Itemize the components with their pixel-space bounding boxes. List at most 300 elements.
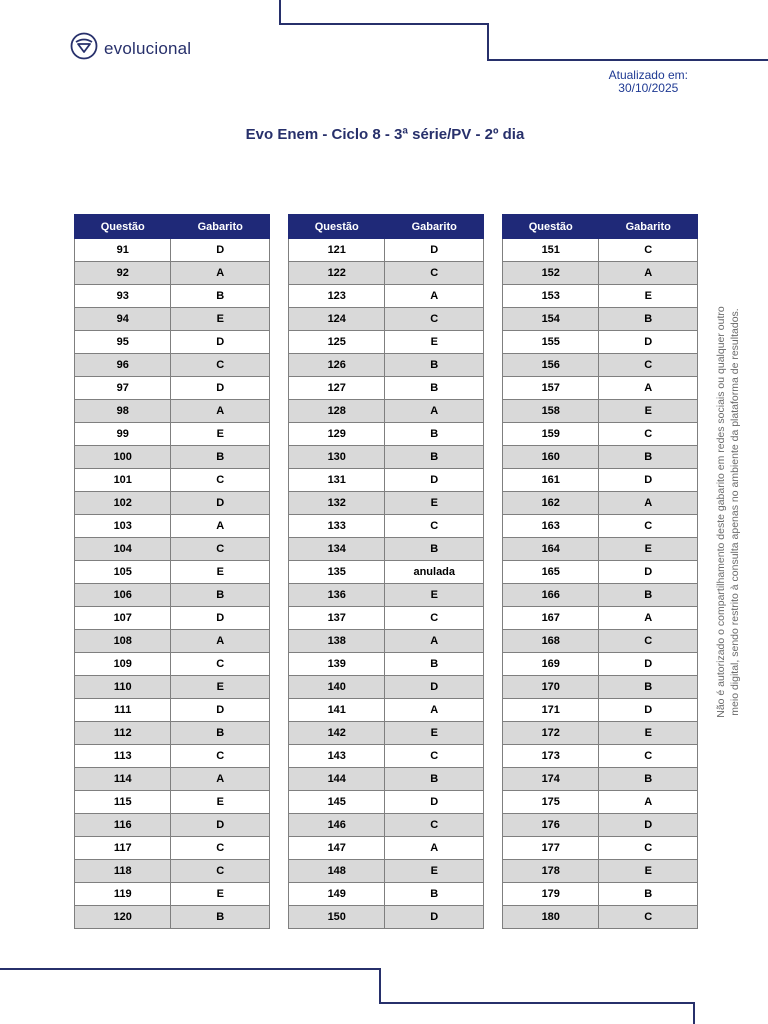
table-row xyxy=(75,676,270,699)
answer-key: C xyxy=(171,469,270,492)
question-number: 154 xyxy=(503,308,599,331)
table-row xyxy=(75,906,270,929)
question-number: 100 xyxy=(75,446,171,469)
table-row xyxy=(75,515,270,538)
table-row xyxy=(75,630,270,653)
question-number: 173 xyxy=(503,745,599,768)
table-row xyxy=(75,377,270,400)
column-header-answer: Gabarito xyxy=(599,215,698,239)
answer-key: C xyxy=(599,354,698,377)
table-header-row xyxy=(75,215,270,239)
table-row xyxy=(75,262,270,285)
table-row xyxy=(289,837,484,860)
answer-key: A xyxy=(171,768,270,791)
answer-key: D xyxy=(599,699,698,722)
table-row xyxy=(503,906,698,929)
answer-key: A xyxy=(599,377,698,400)
answer-key: E xyxy=(171,423,270,446)
question-number: 144 xyxy=(289,768,385,791)
answer-key: A xyxy=(599,262,698,285)
answer-key: D xyxy=(385,469,484,492)
question-number: 96 xyxy=(75,354,171,377)
answer-key: C xyxy=(599,239,698,262)
answer-key: D xyxy=(171,492,270,515)
table-row xyxy=(289,745,484,768)
table-row xyxy=(289,469,484,492)
table-row xyxy=(503,607,698,630)
answer-key: A xyxy=(599,607,698,630)
table-row xyxy=(289,699,484,722)
answer-key: D xyxy=(385,791,484,814)
column-header-answer: Gabarito xyxy=(171,215,270,239)
answer-key: anulada xyxy=(385,561,484,584)
table-row xyxy=(289,791,484,814)
question-number: 143 xyxy=(289,745,385,768)
table-row xyxy=(289,423,484,446)
table-row xyxy=(75,308,270,331)
question-number: 124 xyxy=(289,308,385,331)
answer-key: D xyxy=(171,377,270,400)
answer-key: A xyxy=(599,791,698,814)
table-row xyxy=(289,239,484,262)
question-number: 111 xyxy=(75,699,171,722)
answer-key: E xyxy=(385,584,484,607)
answer-key: B xyxy=(171,584,270,607)
table-header-row xyxy=(503,215,698,239)
question-number: 119 xyxy=(75,883,171,906)
answer-key: B xyxy=(171,285,270,308)
answer-key: C xyxy=(599,745,698,768)
answer-key: E xyxy=(385,860,484,883)
question-number: 158 xyxy=(503,400,599,423)
table-row xyxy=(503,584,698,607)
answer-key: E xyxy=(599,285,698,308)
answer-key: C xyxy=(171,653,270,676)
question-number: 123 xyxy=(289,285,385,308)
table-header-row xyxy=(289,215,484,239)
table-row xyxy=(289,584,484,607)
question-number: 177 xyxy=(503,837,599,860)
question-number: 180 xyxy=(503,906,599,929)
table-row xyxy=(503,653,698,676)
table-row xyxy=(75,354,270,377)
answer-key: E xyxy=(599,538,698,561)
table-row xyxy=(75,860,270,883)
answer-key: B xyxy=(385,538,484,561)
question-number: 166 xyxy=(503,584,599,607)
question-number: 163 xyxy=(503,515,599,538)
frame-line-top-vertical-b xyxy=(487,23,489,61)
question-number: 120 xyxy=(75,906,171,929)
frame-line-bottom-horizontal-a xyxy=(0,968,381,970)
table-row xyxy=(75,883,270,906)
table-row xyxy=(503,446,698,469)
answer-key: C xyxy=(385,262,484,285)
question-number: 141 xyxy=(289,699,385,722)
answer-key: E xyxy=(171,676,270,699)
table-row xyxy=(289,308,484,331)
answer-key: D xyxy=(171,331,270,354)
table-row xyxy=(75,653,270,676)
question-number: 153 xyxy=(503,285,599,308)
answer-key: E xyxy=(171,308,270,331)
answer-key: A xyxy=(171,515,270,538)
table-row xyxy=(289,285,484,308)
question-number: 137 xyxy=(289,607,385,630)
answer-key: D xyxy=(385,906,484,929)
answer-key: E xyxy=(599,722,698,745)
table-row xyxy=(75,699,270,722)
question-number: 110 xyxy=(75,676,171,699)
answer-key: C xyxy=(599,515,698,538)
answer-key: A xyxy=(171,400,270,423)
question-number: 155 xyxy=(503,331,599,354)
table-row xyxy=(503,860,698,883)
answer-key: E xyxy=(171,883,270,906)
answer-key: E xyxy=(599,400,698,423)
table-row xyxy=(289,814,484,837)
table-row xyxy=(503,377,698,400)
table-row xyxy=(503,354,698,377)
table-row xyxy=(75,814,270,837)
question-number: 174 xyxy=(503,768,599,791)
answer-table-2 xyxy=(288,214,484,929)
answer-key: C xyxy=(171,745,270,768)
question-number: 128 xyxy=(289,400,385,423)
table-row xyxy=(503,883,698,906)
brand-name: evolucional xyxy=(104,38,192,58)
table-body xyxy=(289,239,484,929)
question-number: 171 xyxy=(503,699,599,722)
question-number: 94 xyxy=(75,308,171,331)
answer-key: B xyxy=(385,423,484,446)
updated-date: 30/10/2025 xyxy=(618,81,679,95)
table-row xyxy=(75,446,270,469)
answer-key: E xyxy=(385,331,484,354)
answer-key: D xyxy=(599,469,698,492)
disclaimer-line-2: meio digital, sendo restrito à consulta apenas no ambiente da plataforma de resultados. xyxy=(729,308,741,716)
question-number: 98 xyxy=(75,400,171,423)
table-row xyxy=(75,538,270,561)
table-row xyxy=(289,515,484,538)
answer-key: A xyxy=(385,699,484,722)
table-row xyxy=(289,653,484,676)
question-number: 95 xyxy=(75,331,171,354)
table-row xyxy=(503,837,698,860)
frame-line-top-vertical xyxy=(279,0,281,25)
table-row xyxy=(289,561,484,584)
question-number: 131 xyxy=(289,469,385,492)
answer-key: B xyxy=(385,377,484,400)
question-number: 129 xyxy=(289,423,385,446)
answer-key: D xyxy=(599,814,698,837)
table-row xyxy=(289,354,484,377)
column-header-question: Questão xyxy=(289,215,385,239)
answer-key: B xyxy=(385,446,484,469)
answer-key: B xyxy=(599,584,698,607)
frame-line-bottom-horizontal-b xyxy=(379,1002,695,1004)
table-row xyxy=(75,584,270,607)
brand-logo xyxy=(70,32,191,65)
table-row xyxy=(75,285,270,308)
question-number: 117 xyxy=(75,837,171,860)
table-row xyxy=(503,768,698,791)
answer-key: D xyxy=(171,239,270,262)
answer-key: E xyxy=(599,860,698,883)
question-number: 122 xyxy=(289,262,385,285)
question-number: 106 xyxy=(75,584,171,607)
table-row xyxy=(289,607,484,630)
answer-key: C xyxy=(171,538,270,561)
table-row xyxy=(503,814,698,837)
question-number: 130 xyxy=(289,446,385,469)
question-number: 160 xyxy=(503,446,599,469)
answer-key: C xyxy=(385,745,484,768)
table-row xyxy=(503,515,698,538)
question-number: 108 xyxy=(75,630,171,653)
answer-table-1 xyxy=(74,214,270,929)
column-header-answer: Gabarito xyxy=(385,215,484,239)
question-number: 99 xyxy=(75,423,171,446)
answer-key: D xyxy=(599,331,698,354)
answer-key: B xyxy=(599,883,698,906)
question-number: 125 xyxy=(289,331,385,354)
answer-key: A xyxy=(385,285,484,308)
table-row xyxy=(75,561,270,584)
table-row xyxy=(503,285,698,308)
answer-key: D xyxy=(171,814,270,837)
updated-label: Atualizado em: xyxy=(608,68,688,82)
question-number: 103 xyxy=(75,515,171,538)
answer-key: D xyxy=(171,699,270,722)
table-row xyxy=(503,308,698,331)
question-number: 169 xyxy=(503,653,599,676)
answer-key: C xyxy=(599,906,698,929)
table-row xyxy=(75,331,270,354)
updated-info xyxy=(609,69,688,95)
question-number: 172 xyxy=(503,722,599,745)
answer-key: C xyxy=(171,354,270,377)
question-number: 148 xyxy=(289,860,385,883)
table-row xyxy=(503,561,698,584)
answer-key: B xyxy=(599,446,698,469)
table-row xyxy=(503,423,698,446)
answer-key: E xyxy=(385,722,484,745)
table-row xyxy=(503,745,698,768)
answer-key: C xyxy=(171,837,270,860)
question-number: 178 xyxy=(503,860,599,883)
question-number: 150 xyxy=(289,906,385,929)
answer-key: E xyxy=(171,791,270,814)
table-body xyxy=(503,239,698,929)
table-row xyxy=(75,423,270,446)
question-number: 104 xyxy=(75,538,171,561)
table-row xyxy=(289,630,484,653)
table-row xyxy=(503,630,698,653)
table-row xyxy=(503,262,698,285)
question-number: 162 xyxy=(503,492,599,515)
question-number: 179 xyxy=(503,883,599,906)
question-number: 147 xyxy=(289,837,385,860)
question-number: 132 xyxy=(289,492,385,515)
answer-key: A xyxy=(385,630,484,653)
question-number: 107 xyxy=(75,607,171,630)
answer-key: E xyxy=(385,492,484,515)
disclaimer-line-1: Não é autorizado o compartilhamento deste gabarito em redes sociais ou qualquer outro xyxy=(715,306,727,718)
table-row xyxy=(289,538,484,561)
question-number: 115 xyxy=(75,791,171,814)
question-number: 139 xyxy=(289,653,385,676)
question-number: 159 xyxy=(503,423,599,446)
table-row xyxy=(503,400,698,423)
question-number: 156 xyxy=(503,354,599,377)
question-number: 145 xyxy=(289,791,385,814)
question-number: 112 xyxy=(75,722,171,745)
table-row xyxy=(289,883,484,906)
table-row xyxy=(289,676,484,699)
table-row xyxy=(75,791,270,814)
answer-key: B xyxy=(599,308,698,331)
table-row xyxy=(503,239,698,262)
question-number: 146 xyxy=(289,814,385,837)
table-row xyxy=(75,469,270,492)
question-number: 113 xyxy=(75,745,171,768)
answer-key: B xyxy=(385,354,484,377)
question-number: 164 xyxy=(503,538,599,561)
table-row xyxy=(289,262,484,285)
frame-line-bottom-vertical-b xyxy=(693,1002,695,1024)
column-header-question: Questão xyxy=(75,215,171,239)
table-row xyxy=(289,492,484,515)
answer-key: C xyxy=(385,814,484,837)
question-number: 118 xyxy=(75,860,171,883)
table-row xyxy=(289,860,484,883)
frame-line-top-horizontal-a xyxy=(279,23,489,25)
answer-key: C xyxy=(599,423,698,446)
page-title: Evo Enem - Ciclo 8 - 3ª série/PV - 2º dia xyxy=(245,126,525,143)
question-number: 97 xyxy=(75,377,171,400)
table-row xyxy=(503,538,698,561)
question-number: 127 xyxy=(289,377,385,400)
question-number: 93 xyxy=(75,285,171,308)
table-row xyxy=(289,331,484,354)
table-row xyxy=(289,906,484,929)
answer-key: A xyxy=(385,837,484,860)
question-number: 126 xyxy=(289,354,385,377)
question-number: 136 xyxy=(289,584,385,607)
table-row xyxy=(503,469,698,492)
evolucional-logo-icon xyxy=(70,32,98,65)
question-number: 167 xyxy=(503,607,599,630)
question-number: 168 xyxy=(503,630,599,653)
question-number: 149 xyxy=(289,883,385,906)
answer-key: B xyxy=(599,768,698,791)
answer-key: A xyxy=(171,262,270,285)
question-number: 138 xyxy=(289,630,385,653)
question-number: 133 xyxy=(289,515,385,538)
question-number: 152 xyxy=(503,262,599,285)
answer-key: B xyxy=(385,653,484,676)
question-number: 170 xyxy=(503,676,599,699)
answer-key: D xyxy=(599,653,698,676)
table-row xyxy=(75,492,270,515)
table-row xyxy=(503,722,698,745)
answer-table-3 xyxy=(502,214,698,929)
question-number: 142 xyxy=(289,722,385,745)
table-row xyxy=(503,791,698,814)
table-row xyxy=(289,722,484,745)
answer-key: B xyxy=(171,906,270,929)
question-number: 135 xyxy=(289,561,385,584)
question-number: 176 xyxy=(503,814,599,837)
table-row xyxy=(289,446,484,469)
question-number: 165 xyxy=(503,561,599,584)
question-number: 92 xyxy=(75,262,171,285)
table-row xyxy=(75,239,270,262)
answer-key: C xyxy=(171,860,270,883)
table-row xyxy=(289,377,484,400)
question-number: 114 xyxy=(75,768,171,791)
answer-key: B xyxy=(385,768,484,791)
table-row xyxy=(289,768,484,791)
question-number: 157 xyxy=(503,377,599,400)
answer-key: C xyxy=(385,607,484,630)
table-row xyxy=(75,722,270,745)
table-row xyxy=(75,607,270,630)
question-number: 175 xyxy=(503,791,599,814)
question-number: 140 xyxy=(289,676,385,699)
answer-key: B xyxy=(171,446,270,469)
answer-key: E xyxy=(171,561,270,584)
sharing-disclaimer xyxy=(714,292,742,732)
question-number: 116 xyxy=(75,814,171,837)
table-row xyxy=(503,331,698,354)
question-number: 109 xyxy=(75,653,171,676)
question-number: 102 xyxy=(75,492,171,515)
question-number: 121 xyxy=(289,239,385,262)
table-row xyxy=(503,676,698,699)
question-number: 134 xyxy=(289,538,385,561)
answer-key: B xyxy=(599,676,698,699)
answer-key: D xyxy=(599,561,698,584)
question-number: 105 xyxy=(75,561,171,584)
frame-line-bottom-vertical-a xyxy=(379,968,381,1004)
table-row xyxy=(75,745,270,768)
answer-key: B xyxy=(171,722,270,745)
answer-key: D xyxy=(385,239,484,262)
answer-key: D xyxy=(385,676,484,699)
table-row xyxy=(503,699,698,722)
question-number: 161 xyxy=(503,469,599,492)
question-number: 101 xyxy=(75,469,171,492)
answer-key: A xyxy=(171,630,270,653)
table-row xyxy=(503,492,698,515)
question-number: 91 xyxy=(75,239,171,262)
answer-key: A xyxy=(599,492,698,515)
frame-line-top-horizontal-b xyxy=(487,59,768,61)
answer-key: A xyxy=(385,400,484,423)
answer-key: C xyxy=(599,630,698,653)
question-number: 151 xyxy=(503,239,599,262)
column-header-question: Questão xyxy=(503,215,599,239)
answer-key: C xyxy=(599,837,698,860)
table-row xyxy=(75,837,270,860)
table-row xyxy=(289,400,484,423)
table-row xyxy=(75,768,270,791)
answer-key: C xyxy=(385,308,484,331)
table-row xyxy=(75,400,270,423)
answer-key: B xyxy=(385,883,484,906)
